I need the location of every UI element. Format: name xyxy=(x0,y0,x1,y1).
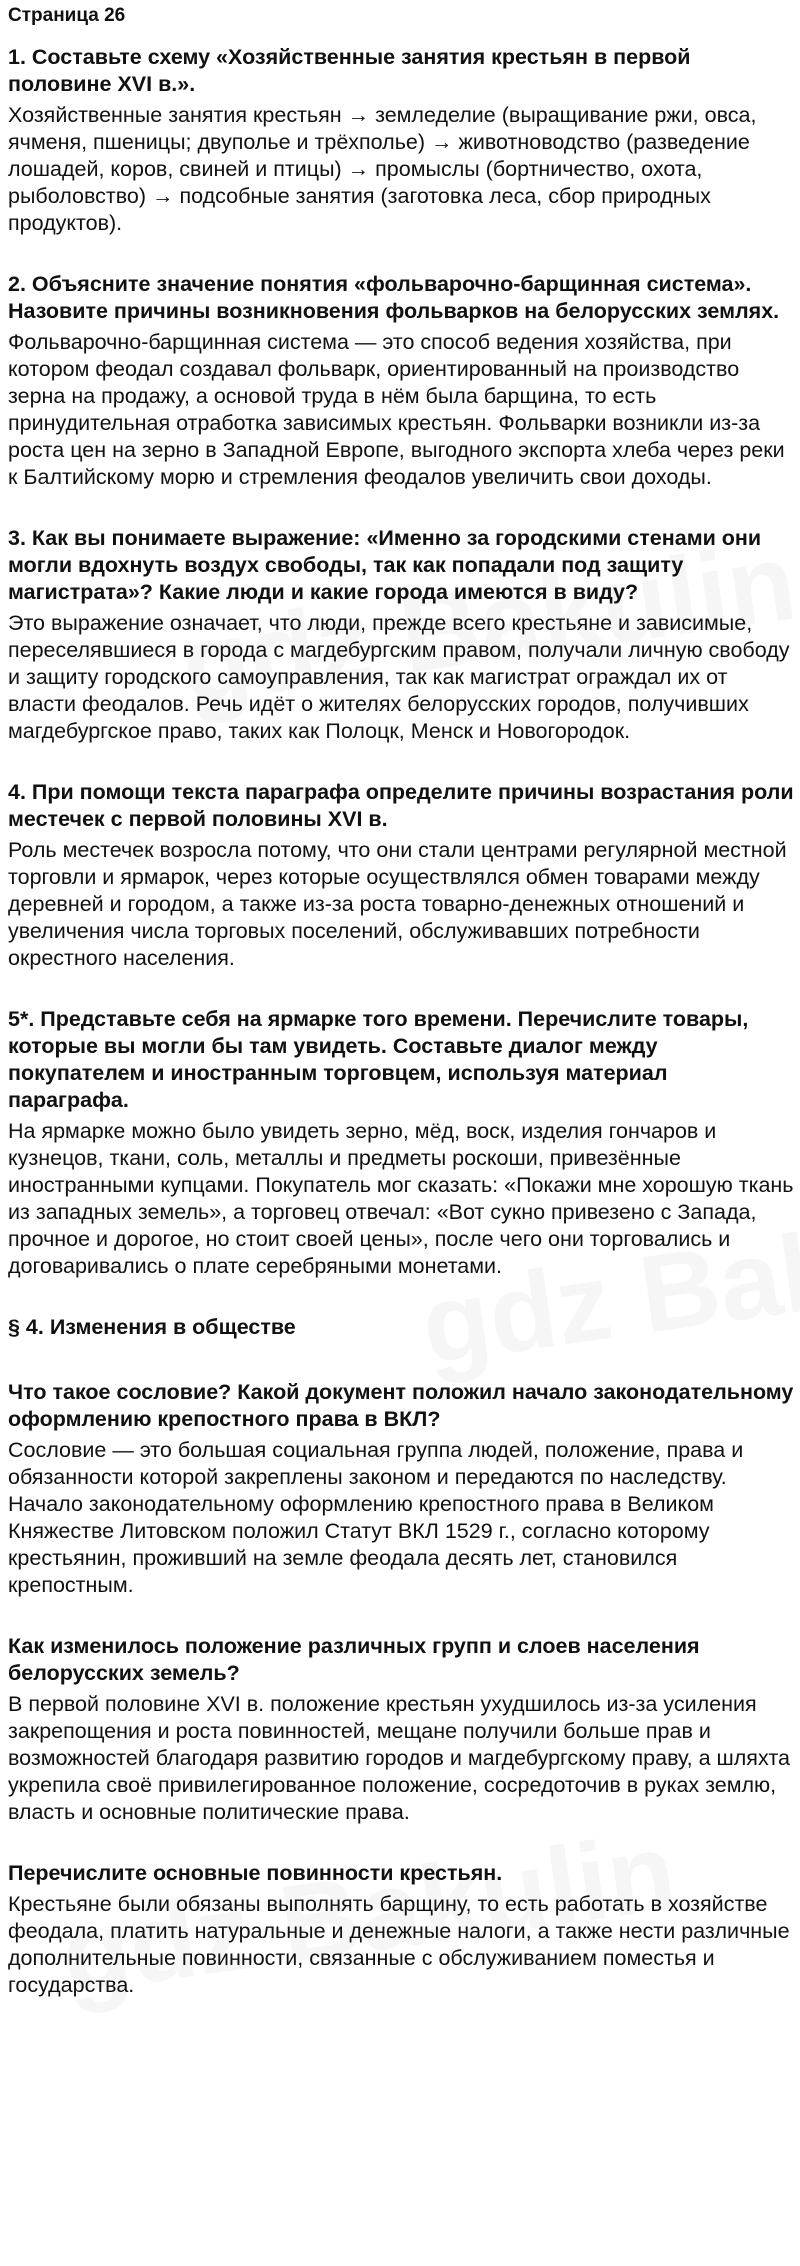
question-text: 2. Объясните значение понятия «фольварочно-барщинная система». Назовите причины возникновения фольварков на белорусских землях. xyxy=(8,272,780,323)
answer-text: Сословие — это большая социальная группа людей, положение, права и обязанности которой закреплены законом и передаются по наследству. Начало законодательному оформлению крепостного права в Великом Княжестве Литовском положил Статут ВКЛ 1529 г., согласно которому крестьянин, проживший на земле феодала десять лет, становился крепостным. xyxy=(8,1438,744,1597)
question-text: 4. При помощи текста параграфа определите причины возрастания роли местечек с первой половины XVI в. xyxy=(8,780,794,831)
question-text: Перечислите основные повинности крестьян. xyxy=(8,1861,503,1885)
section-qa-block-1 xyxy=(8,1379,794,1599)
question-text: 5*. Представьте себя на ярмарке того времени. Перечислите товары, которые вы могли бы там увидеть. Составьте диалог между покупателем и иностранным торговцем, используя материал параграфа. xyxy=(8,1007,749,1112)
question-text: 1. Составьте схему «Хозяйственные занятия крестьян в первой половине XVI в.». xyxy=(8,45,691,96)
section-heading: § 4. Изменения в обществе xyxy=(8,1315,296,1339)
answer-text: Хозяйственные занятия крестьян → земледелие (выращивание ржи, овса, ячменя, пшеницы; двуполье и трёхполье) → животноводство (разведение лошадей, коров, свиней и птицы) → промыслы (бортничество, охота, рыболовство) → подсобные занятия (заготовка леса, сбор природных продуктов). xyxy=(8,103,757,235)
qa-block-1 xyxy=(8,44,794,237)
question-text: Что такое сословие? Какой документ положил начало законодательному оформлению крепостного права в ВКЛ? xyxy=(8,1380,794,1431)
section-qa-block-3 xyxy=(8,1860,794,1999)
answer-text: В первой половине XVI в. положение крестьян ухудшилось из-за усиления закрепощения и роста повинностей, мещане получили больше прав и возможностей благодаря развитию городов и магдебургскому праву, а шляхта укрепила своё привилегированное положение, сосредоточив в руках землю, власть и основные политические права. xyxy=(8,1692,791,1824)
answer-text: Крестьяне были обязаны выполнять барщину, то есть работать в хозяйстве феодала, платить натуральные и денежные налоги, а также нести различные дополнительные повинности, связанные с обслуживанием поместья и государства. xyxy=(8,1892,790,1997)
question-text: Как изменилось положение различных групп и слоев населения белорусских земель? xyxy=(8,1634,700,1685)
section-qa-block-2 xyxy=(8,1633,794,1826)
answer-text: Это выражение означает, что люди, прежде всего крестьяне и зависимые, переселявшиеся в города с магдебургским правом, получали личную свободу и защиту городского самоуправления, так как магистрат ограждал их от власти феодалов. Речь идёт о жителях белорусских городов, получивших магдебургское право, таких как Полоцк, Менск и Новогородок. xyxy=(8,611,790,743)
page-title: Страница 26 xyxy=(8,5,126,26)
answer-text: На ярмарке можно было увидеть зерно, мёд, воск, изделия гончаров и кузнецов, ткани, соль, металлы и предметы роскоши, привезённые иностранными купцами. Покупатель мог сказать: «Покажи мне хорошую ткань из западных земель», а торговец отвечал: «Вот сукно привезено с Запада, прочное и дорогое, но стоит своей цены», после чего они торговались и договаривались о плате серебряными монетами. xyxy=(8,1119,794,1278)
answer-text: Роль местечек возросла потому, что они стали центрами регулярной местной торговли и ярмарок, через которые осуществлялся обмен товарами между деревней и городом, а также из-за роста товарно-денежных отношений и увеличения числа торговых поселений, обслуживавших потребности окрестного населения. xyxy=(8,838,787,970)
qa-block-3 xyxy=(8,525,794,745)
qa-block-5 xyxy=(8,1006,794,1280)
question-text: 3. Как вы понимаете выражение: «Именно за городскими стенами они могли вдохнуть воздух свободы, так как попадали под защиту магистрата»? Какие люди и какие города имеются в виду? xyxy=(8,526,762,604)
qa-block-2 xyxy=(8,271,794,491)
answer-text: Фольварочно-барщинная система — это способ ведения хозяйства, при котором феодал создавал фольварк, ориентированный на производство зерна на продажу, а основой труда в нём была барщина, то есть принудительная отработка зависимых крестьян. Фольварки возникли из-за роста цен на зерно в Западной Европе, выгодного экспорта хлеба через реки к Балтийскому морю и стремления феодалов увеличить свои доходы. xyxy=(8,330,785,489)
qa-block-4 xyxy=(8,779,794,972)
